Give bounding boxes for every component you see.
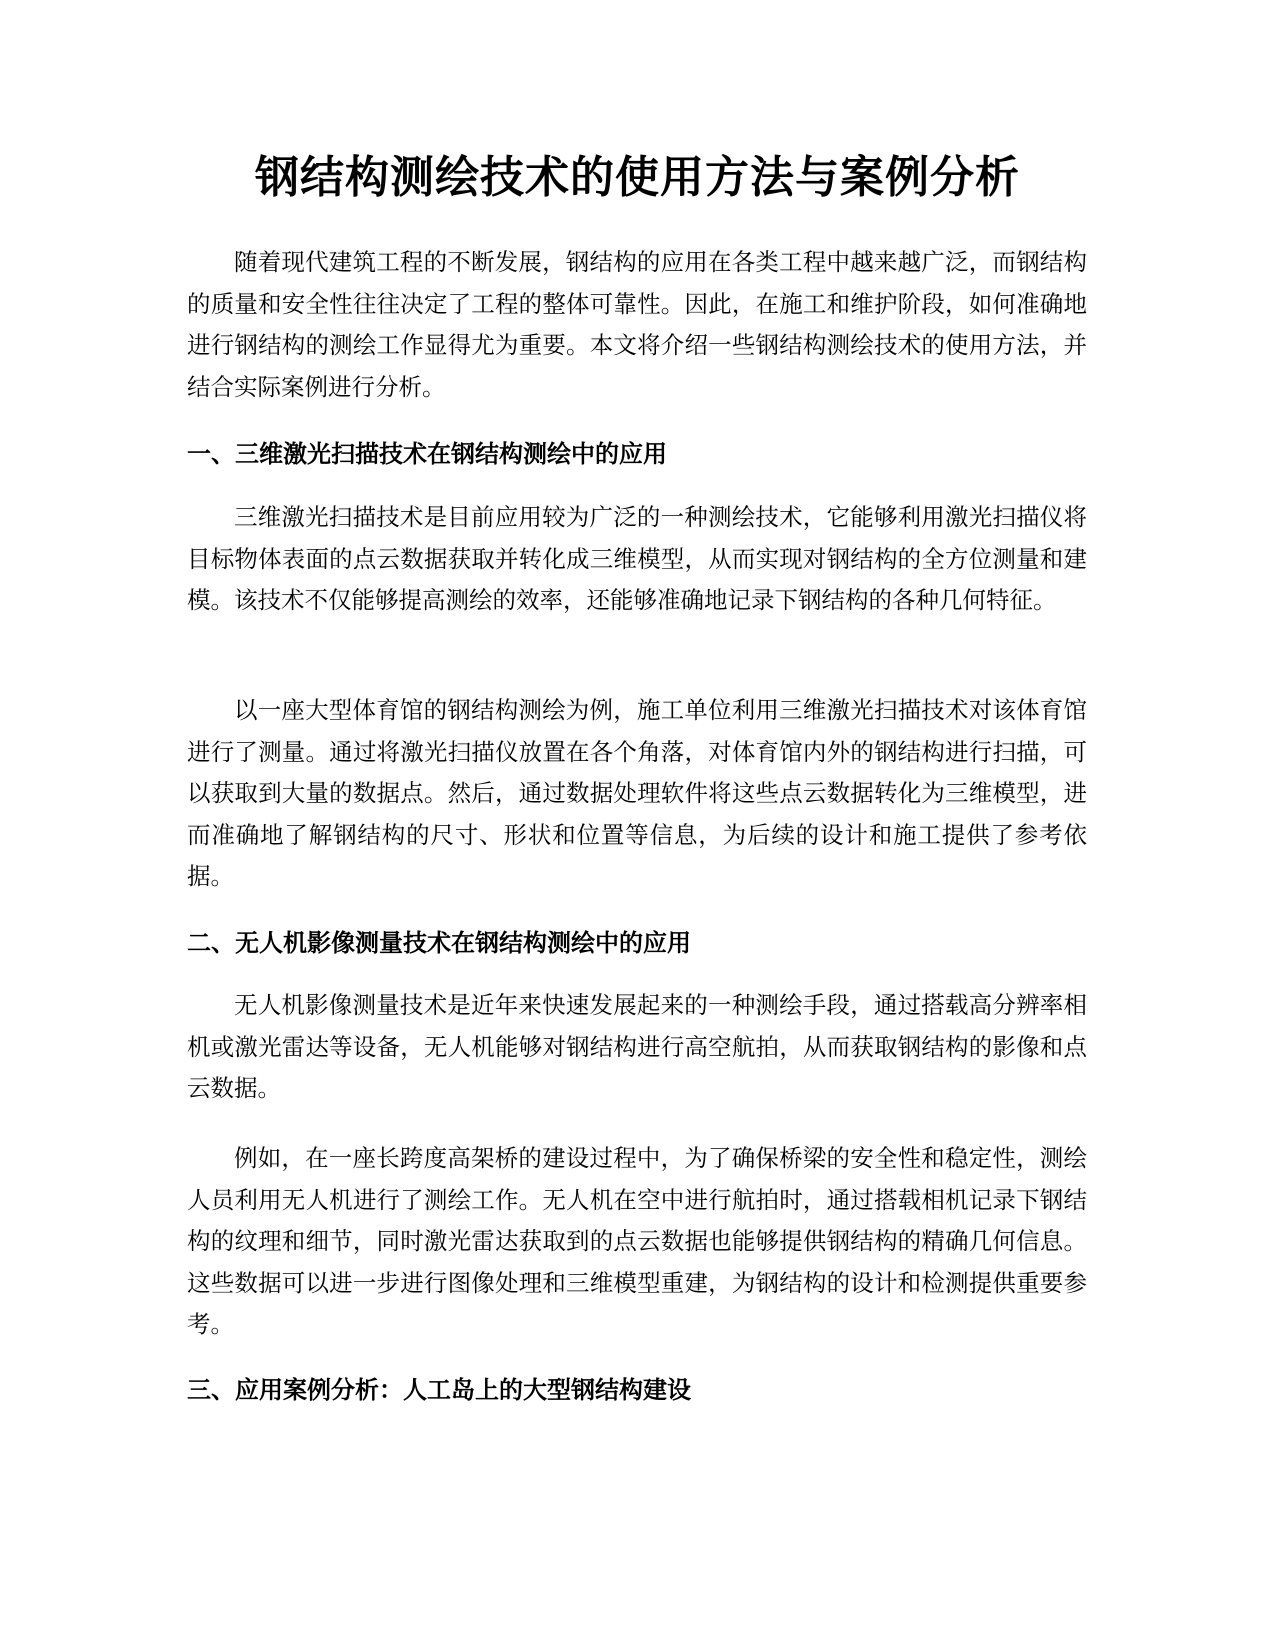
intro-paragraph: 随着现代建筑工程的不断发展，钢结构的应用在各类工程中越来越广泛，而钢结构的质量和安全性往往决定了工程的整体可靠性。因此，在施工和维护阶段，如何准确地进行钢结构的测绘工作显得尤为重要。本文将介绍一些钢结构测绘技术的使用方法，并结合实际案例进行分析。 bbox=[187, 248, 1087, 401]
section-1-heading: 一、三维激光扫描技术在钢结构测绘中的应用 bbox=[187, 440, 667, 468]
document-title: 钢结构测绘技术的使用方法与案例分析 bbox=[255, 152, 1020, 203]
section-3-heading: 三、应用案例分析：人工岛上的大型钢结构建设 bbox=[187, 1376, 691, 1404]
section-2-paragraph-2: 例如，在一座长跨度高架桥的建设过程中，为了确保桥梁的安全性和稳定性，测绘人员利用无人机进行了测绘工作。无人机在空中进行航拍时，通过搭载相机记录下钢结构的纹理和细节，同时激光雷达获取到的点云数据也能够提供钢结构的精确几何信息。这些数据可以进一步进行图像处理和三维模型重建，为钢结构的设计和检测提供重要参考。 bbox=[187, 1144, 1087, 1338]
section-1-paragraph-1: 三维激光扫描技术是目前应用较为广泛的一种测绘技术，它能够利用激光扫描仪将目标物体表面的点云数据获取并转化成三维模型，从而实现对钢结构的全方位测量和建模。该技术不仅能够提高测绘的效率，还能够准确地记录下钢结构的各种几何特征。 bbox=[187, 503, 1087, 614]
section-2-paragraph-1: 无人机影像测量技术是近年来快速发展起来的一种测绘手段，通过搭载高分辨率相机或激光雷达等设备，无人机能够对钢结构进行高空航拍，从而获取钢结构的影像和点云数据。 bbox=[187, 991, 1087, 1102]
section-1-paragraph-2: 以一座大型体育馆的钢结构测绘为例，施工单位利用三维激光扫描技术对该体育馆进行了测量。通过将激光扫描仪放置在各个角落，对体育馆内外的钢结构进行扫描，可以获取到大量的数据点。然后，通过数据处理软件将这些点云数据转化为三维模型，进而准确地了解钢结构的尺寸、形状和位置等信息，为后续的设计和施工提供了参考依据。 bbox=[187, 696, 1087, 890]
section-2-heading: 二、无人机影像测量技术在钢结构测绘中的应用 bbox=[187, 929, 691, 957]
